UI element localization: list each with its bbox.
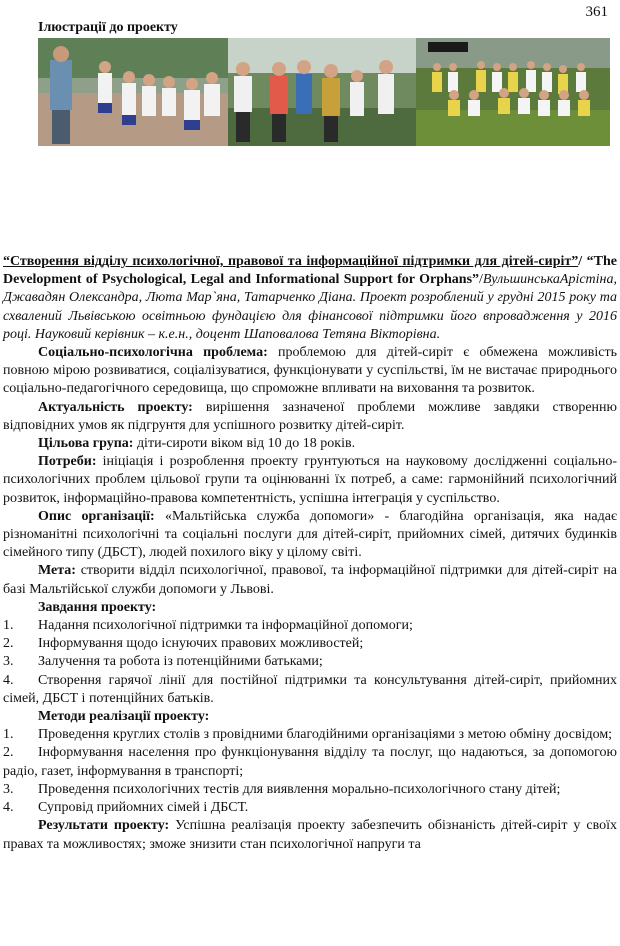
list-item	[3, 653, 617, 671]
list-item	[3, 672, 617, 708]
list-item-number: 2.	[3, 636, 14, 652]
project-title: “Створення відділу психологічної, правової та інформаційної підтримки для дітей-сиріт”	[3, 254, 579, 269]
problem-text: проблемою для дітей-сиріт є обмежена можливість повною мірою розвиватися, соціалізуватися, функціонувати у суспільстві, їм не вистачає природнього соціально-педагогічного середовища, що спроможне впливати на виховання та розвиток.	[3, 345, 617, 397]
results-paragraph	[3, 817, 617, 853]
title-separator: /	[578, 254, 587, 269]
photo-3	[416, 38, 610, 146]
list-item-number: 4.	[3, 800, 14, 816]
problem-label: Соціально-психологічна проблема:	[38, 345, 268, 361]
page-number: 361	[585, 4, 608, 20]
goal-text: створити відділ психологічної, правової, та інформаційної підтримки для дітей-сиріт на базі Мальтійської служби допомоги у Львові.	[3, 563, 617, 597]
needs-paragraph	[3, 453, 617, 508]
list-item-text: Створення гарячої лінії для постійної підтримки та консультування дітей-сиріт, прийомних сімей, ДБСТ і потенційних батьків.	[3, 672, 617, 706]
list-item	[3, 635, 617, 653]
list-item-text: Проведення круглих столів з провідними благодійними організаціями з метою обміну досвідом;	[38, 727, 613, 743]
illustrations-heading: Ілюстрації до проекту	[38, 20, 178, 35]
target-paragraph	[3, 435, 617, 453]
goal-paragraph	[3, 562, 617, 598]
organization-text: «Мальтійська служба допомоги» - благодійна організація, яка надає різноманітні психологічні та соціальні послуги для дітей-сиріт, прийомних сімей, дитячих будинків сімейного типу (ДБСТ), людей похилого віку у цілому світі.	[3, 508, 617, 561]
list-item-number: 3.	[3, 654, 14, 670]
list-item-number: 1.	[3, 727, 14, 743]
photo-1	[38, 38, 228, 146]
list-item-text: Проведення психологічних тестів для виявлення морально-психологічного стану дітей;	[38, 781, 561, 797]
project-title-en: “The Development of Psychological, Legal and Informational Support for Orphans”	[3, 254, 617, 288]
list-item-number: 1.	[3, 618, 14, 634]
organization-paragraph	[3, 508, 617, 563]
problem-paragraph	[3, 344, 617, 399]
target-label: Цільова група:	[38, 436, 134, 452]
goal-label: Мета:	[38, 563, 76, 579]
relevance-paragraph	[3, 399, 617, 435]
methods-heading: Методи реалізації проекту:	[38, 709, 210, 725]
results-label: Результати проекту:	[38, 818, 170, 834]
needs-text: ініціація і розроблення проекту грунтуються на науковому дослідженні соціально-психологічних проблем цільової групи та оцінюванні їх потреб, а саме: гармонійний психологічний розвиток, інформаційно-правова компетентність, успішна інтеграція у суспільство.	[3, 454, 617, 506]
authors-prefix: /	[479, 272, 483, 288]
target-text: діти-сироти віком від 10 до 18 років.	[133, 436, 356, 452]
list-item-number: 4.	[3, 672, 14, 688]
list-item-text: Залучення та робота із потенційними батьками;	[38, 654, 323, 670]
list-item-text: Надання психологічної підтримки та інформаційної допомоги;	[38, 618, 413, 634]
list-item-text: Інформування населення про функціонування відділу та послуг, що надаються, за допомогою радіо, газет, інформування в транспорті;	[3, 745, 617, 779]
list-item	[3, 617, 617, 635]
relevance-text: вирішення зазначеної проблеми можливе завдяки створенню відповідних умов як підгрунтя для успішного розвитку дітей-сиріт.	[3, 399, 617, 433]
list-item-text: Інформування щодо існуючих правових можливостей;	[38, 636, 364, 652]
results-text: Успішна реалізація проекту забезпечить обізнаність дітей-сиріт у своїх правах та можливостях; зможе знизити стан психологічної напруги та	[3, 818, 617, 852]
list-item-text: Супровід прийомних сімей і ДБСТ.	[38, 800, 249, 816]
list-item	[3, 799, 617, 817]
photo-strip	[38, 38, 610, 146]
organization-label: Опис організації:	[38, 508, 155, 524]
relevance-label: Актуальність проекту:	[38, 399, 193, 415]
list-item-number: 3.	[3, 781, 14, 797]
list-item	[3, 744, 617, 780]
list-item-number: 2.	[3, 745, 14, 761]
list-item	[3, 726, 617, 744]
needs-label: Потреби:	[38, 454, 97, 470]
document-body	[3, 253, 617, 854]
list-item	[3, 781, 617, 799]
photo-2	[228, 38, 416, 146]
project-title-paragraph	[3, 253, 617, 344]
tasks-heading: Завдання проекту:	[38, 599, 157, 615]
project-authors-info: ВульшинськаАрістіна, Джавадян Олександра, Люта Мар`яна, Татарченко Діана. Проект розроблений у грудні 2015 року та схвалений Львівською освітньою фундацією для фінансової підтримки його впровадження у 2016 році. Науковий керівник – к.е.н., доцент Шаповалова Тетяна Вікторівна.	[3, 272, 617, 342]
